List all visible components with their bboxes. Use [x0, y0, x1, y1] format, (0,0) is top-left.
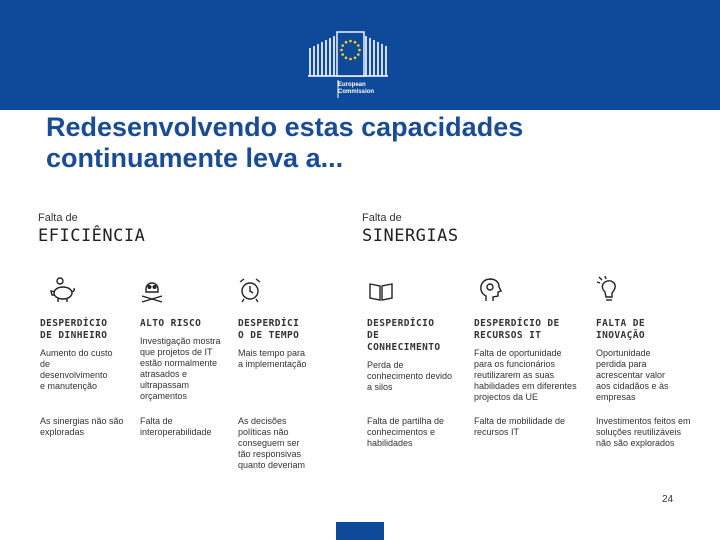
- column-1-heading: DESPERDÍCIO DE DINHEIRO: [40, 318, 108, 341]
- head-profile-icon: [476, 276, 504, 304]
- column-4-heading: DESPERDÍCIO DE CONHECIMENTO: [367, 318, 441, 353]
- page-title: Redesenvolvendo estas capacidades continuamente leva a...: [46, 112, 524, 173]
- column-6-body: Oportunidade perdida para acrescentar valor aos cidadãos e às empresas: [596, 348, 669, 402]
- page-number: 24: [662, 494, 674, 505]
- column-2-heading: ALTO RISCO: [140, 318, 202, 329]
- right-group-label: Falta de: [362, 212, 402, 224]
- left-group-label: Falta de: [38, 212, 78, 224]
- column-4-footer: Falta de partilha de conhecimentos e habilidades: [367, 416, 445, 448]
- skull-crossbones-icon: [138, 276, 166, 304]
- open-book-icon: [367, 276, 395, 304]
- column-1-body: Aumento do custo de desenvolvimento e manutenção: [40, 348, 113, 391]
- column-4-body: Perda de conhecimento devido a silos: [367, 360, 453, 392]
- footer-bar: [336, 522, 384, 540]
- column-1-footer: As sinergias não são exploradas: [40, 416, 124, 437]
- column-5-heading: DESPERDÍCIO DE RECURSOS IT: [474, 318, 560, 341]
- column-3-footer: As decisões políticas não conseguem ser tão responsivas quanto deveriam: [238, 416, 306, 470]
- column-2-footer: Falta de interoperabilidade: [140, 416, 212, 437]
- column-3-body: Mais tempo para a implementação: [238, 348, 307, 369]
- alarm-clock-icon: [236, 276, 264, 304]
- right-group-title: SINERGIAS: [362, 226, 459, 246]
- column-2-body: Investigação mostra que projetos de IT estão normalmente atrasados e ultrapassam orçamentos: [140, 336, 221, 401]
- lightbulb-icon: [595, 276, 623, 304]
- column-5-footer: Falta de mobilidade de recursos IT: [474, 416, 566, 437]
- column-3-heading: DESPERDÍCI O DE TEMPO: [238, 318, 300, 341]
- piggy-bank-icon: [48, 276, 76, 304]
- column-6-footer: Investimentos feitos em soluções reutilizáveis não são explorados: [596, 416, 691, 448]
- column-6-heading: FALTA DE INOVAÇÃO: [596, 318, 645, 341]
- left-group-title: EFICIÊNCIA: [38, 226, 146, 246]
- org-name: European Commission: [338, 82, 375, 95]
- column-5-body: Falta de oportunidade para os funcionários reutilizarem as suas habilidades em diferentes projectos da UE: [474, 348, 577, 402]
